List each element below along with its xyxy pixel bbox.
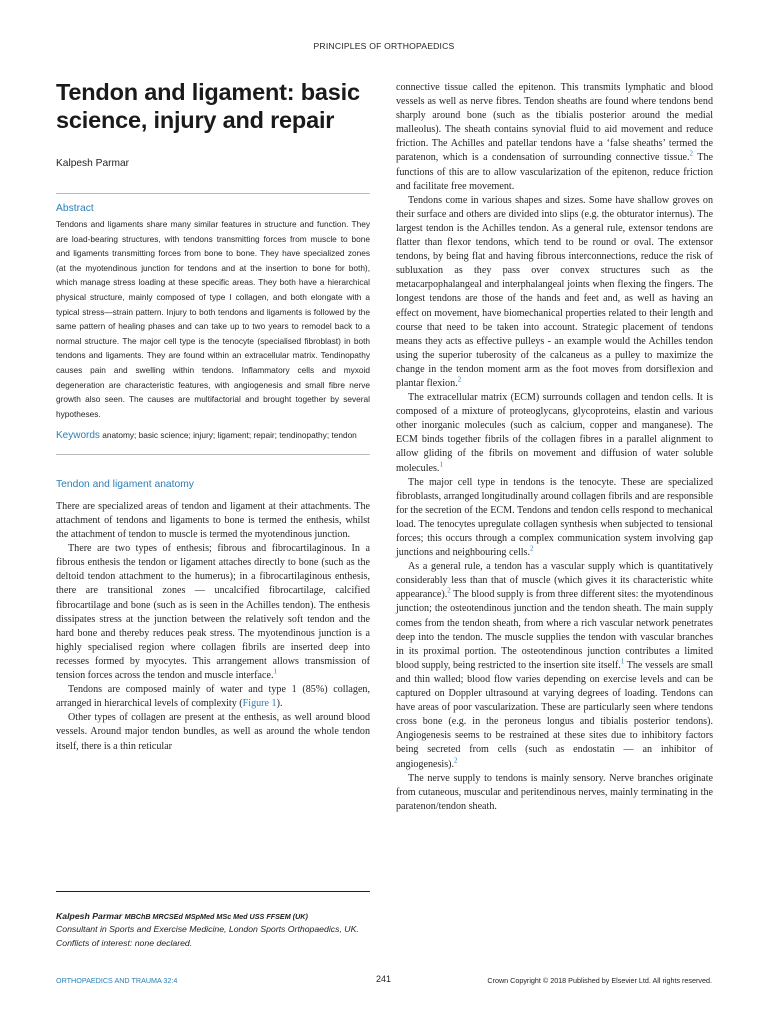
affiliation-qualifications: MBChB MRCSEd MSpMed MSc Med USS FFSEM (UK)	[124, 912, 308, 921]
keywords	[56, 428, 370, 444]
abstract-heading: Abstract	[56, 203, 94, 214]
figure-link[interactable]: Figure 1	[242, 698, 277, 710]
reference-link[interactable]: 1	[439, 460, 443, 469]
running-head: PRINCIPLES OF ORTHOPAEDICS	[313, 41, 455, 51]
keywords-label: Keywords	[56, 430, 100, 442]
author-name: Kalpesh Parmar	[56, 158, 130, 169]
page-number: 241	[376, 974, 392, 984]
reference-link[interactable]: 1	[273, 667, 277, 676]
abstract-box	[56, 193, 370, 455]
paragraph: There are specialized areas of tendon and ligament at their attachments. The attachment of tendons and ligaments to bone is termed the enthesis, whilst the attachment of tendon to muscle is termed the myotendinous junction.	[56, 500, 370, 541]
reference-link[interactable]: 2	[457, 375, 462, 384]
reference-link[interactable]: 2	[689, 150, 694, 159]
paragraph: Tendons come in various shapes and sizes. Some have shallow groves on their surface and others are divided into slips (e.g. the obturator internus). The largest tendon is the Achilles tendon. As a general rule, extensor tendons are flatter than flexor tendons, which tend to be round or oval. The extensor tendons, by being flat and having fibrous interconnections, reduce the risk of subluxation as they pass over convex structures such as the metacarpophalangeal and interphalangeal joints when flexing the fingers. The longest tendons are those of the hands and feet and, as well as having an effect on movement, have biomechanical properties related to their length and course that need to be taken into account. Strategic placement of tendons means they acts as effective pulleys - an example would the Achilles tendon using the superior tuberosity of the calcaneus as a pulley to maximize the change in the tendon moment arm as the foot moves from dorsiflexion and plantar flexion.$^2$	[396, 194, 713, 389]
left-column	[56, 78, 370, 754]
affiliation-name: Kalpesh Parmar	[56, 911, 123, 921]
footer-copyright: Crown Copyright © 2018 Published by Elsevier Ltd. All rights reserved.	[487, 976, 712, 985]
footer-journal: ORTHOPAEDICS AND TRAUMA 32:4	[56, 976, 178, 985]
reference-link[interactable]: 2	[447, 587, 451, 596]
paragraph: Tendons are composed mainly of water and type 1 (85%) collagen, arranged in hierarchical levels of complexity (Figure 1).	[56, 684, 370, 710]
reference-link[interactable]: 2	[530, 544, 534, 553]
paragraph: The nerve supply to tendons is mainly sensory. Nerve branches originate from cutaneous, muscular and peritendinous nerves, mainly terminating in the paratenon/tendon sheath.	[396, 772, 713, 812]
paragraph: connective tissue called the epitenon. This transmits lymphatic and blood vessels as well as nerve fibres. Tendon sheaths are found where tendons bend sharply around bone (such as the tibialis posterior around the medial malleolus). The sheath contains synovial fluid to aid movement and reduce friction. The Achilles and patellar tendons have a ‘false sheaths’ termed the paratenon, which is a condensation of surrounding connective tissue.$^2$ The functions of this are to allow vascularization of the epitenon, reduce friction and facilitate free movement.	[396, 82, 713, 192]
article-title: Tendon and ligament: basic science, injury and repair	[56, 79, 360, 133]
author-affiliation	[56, 891, 370, 950]
paragraph: As a general rule, a tendon has a vascular supply which is quantitatively considerably less than that of muscle (which gives it its characteristic white appearance).$^2$ The blood supply is from three different sites: the myotendinous junction; the osteotendinous junction and the tendon sheath. The main supply comes from the tendon sheath, from where a rich vascular network penetrates deep into the tendon. The muscle supplies the tendon with vascular branches in its proximal portion. The osteotendinous junction contributes a limited blood supply, being restricted to the insertion site itself.$^1$ The vessels are small and thin walled; blood flow varies depending on exercise levels and can be captured on Doppler ultrasound at varying degrees of loading. Tendons can have areas of poor vascularization. These are particularly seen where tendons cross bone (e.g. in the peroneus longus and tibialis posterior tendons). Angiogenesis seems to be restrained at these sites due to inhibitory factors being secreted from cells (such as endostatin — an inhibitor of angiogenesis).$^2$	[396, 561, 713, 770]
reference-link[interactable]: 1	[620, 657, 625, 666]
affiliation-text: Consultant in Sports and Exercise Medicine, London Sports Orthopaedics, UK. Conflicts of interest: none declared.	[56, 924, 359, 948]
right-column	[396, 81, 713, 814]
paragraph: The major cell type in tendons is the tenocyte. These are specialized fibroblasts, arranged longitudinally around collagen fibrils and are responsible for the secretion of the ECM. Tendons and tendon cells respond to mechanical load. The tenocytes upregulate collagen synthesis when subjected to tensional forces; this occurs through a complex communication system involving gap junctions and neighbouring cells.$^2$	[396, 476, 713, 559]
section-heading: Tendon and ligament anatomy	[56, 478, 194, 490]
left-body	[56, 500, 370, 754]
paragraph: The extracellular matrix (ECM) surrounds collagen and tendon cells. It is composed of a mixture of proteoglycans, glycoproteins, elastin and various other inorganic molecules (such as calcium, copper and manganese). The ECM binds together fibrils of the collagen fibres in a parallel alignment to allow gliding of the fibrils on movement and diffusion of water soluble molecules.$^1$	[396, 392, 713, 474]
reference-link[interactable]: 2	[454, 756, 458, 765]
paragraph: There are two types of enthesis; fibrous and fibrocartilaginous. In a fibrous enthesis the tendon or ligament attaches directly to bone (such as the deltoid tendon attachment to the humerus); in a fibrocartilaginous enthesis, there are transitional zones — uncalcified fibrocartilage, calcified fibrocartilage and bone (such as is seen in the Achilles tendon). The enthesis dissipates stress at the junction between the relatively soft tendon and the hard bone and thereby reduces peak stress. The myotendinous junction is a highly specialised region where collagen fibrils are inserted deep into recesses formed by myocytes. This arrangement allows transmission of tension forces across the tendon and muscle interface.$^1$	[56, 543, 370, 682]
keywords-text: anatomy; basic science; injury; ligament; repair; tendinopathy; tendon	[102, 430, 357, 441]
abstract-text: Tendons and ligaments share many similar features in structure and function. They are load-bearing structures, with tendons transmitting forces from muscle to bone and ligaments transmitting forces from bone to bone. They have specialized zones (at the myotendinous junction for tendons and at the insertion to bone for both), which manage stress loading at these specific areas. They both have a hierarchical physical structure, mainly composed of type I collagen, and both elongate with a typical stress—strain pattern. Injury to both tendons and ligaments is followed by the same pattern of healing phases and can take up to two years to remodel back to a normal structure. The major cell type is the tenocyte (specialised fibroblast) in both tendons and ligaments. They are found within an extracellular matrix. Tendinopathy causes pain and swelling within tendons. Inflammatory cells and myxoid degeneration are characteristic features, with angiogenesis and small fibre nerve growth also seen. The causes are multifactorial and brought together by several hypotheses.	[56, 219, 370, 419]
paragraph: Other types of collagen are present at the enthesis, as well around blood vessels. Around major tendon bundles, as well as around the whole tendon itself, there is a thin reticular	[56, 712, 370, 752]
